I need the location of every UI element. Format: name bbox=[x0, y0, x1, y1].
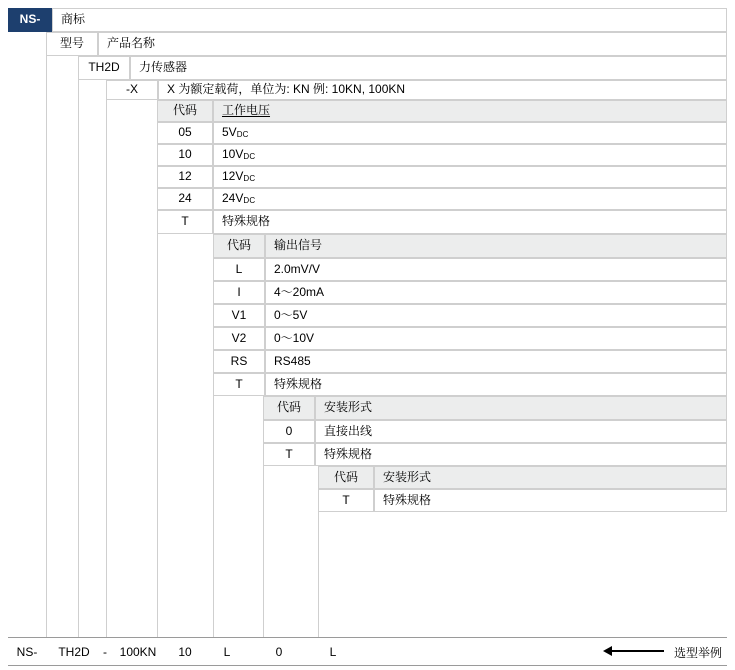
voltage-row-code: 24 bbox=[157, 188, 213, 210]
output-row-code: V2 bbox=[213, 327, 265, 350]
install2-row-label: 特殊规格 bbox=[374, 489, 727, 512]
voltage-row-sub: DC bbox=[243, 195, 256, 205]
voltage-row-label-text: 5V bbox=[222, 125, 237, 140]
example-value-output: L bbox=[223, 645, 231, 659]
install-header-label: 安装形式 bbox=[315, 396, 727, 420]
install-row-code: T bbox=[263, 443, 315, 466]
example-value-voltage: 10 bbox=[178, 645, 192, 659]
voltage-row-label bbox=[213, 210, 727, 234]
connector-line-2 bbox=[78, 56, 79, 637]
output-row-code: V1 bbox=[213, 304, 265, 327]
connector-line-3 bbox=[106, 80, 107, 637]
install-row-label: 特殊规格 bbox=[315, 443, 727, 466]
series-code-cell: TH2D bbox=[78, 56, 130, 80]
connector-line-1 bbox=[46, 32, 47, 637]
voltage-row-sub: DC bbox=[243, 173, 256, 183]
voltage-row-label bbox=[213, 188, 727, 210]
example-value-dash: - bbox=[103, 645, 107, 659]
voltage-row-code: 10 bbox=[157, 144, 213, 166]
brand-label-cell: 商标 bbox=[52, 8, 727, 32]
voltage-row-code: 05 bbox=[157, 122, 213, 144]
voltage-row-label-text: 12V bbox=[222, 169, 244, 184]
example-bottom-rule bbox=[8, 665, 727, 666]
arrow-line-icon bbox=[612, 650, 664, 652]
voltage-row-label-text: 特殊规格 bbox=[222, 214, 271, 229]
install-row-code: 0 bbox=[263, 420, 315, 443]
voltage-row-label bbox=[213, 122, 727, 144]
voltage-row-sub: DC bbox=[236, 129, 249, 139]
output-row-code: RS bbox=[213, 350, 265, 373]
capacity-code-cell: -X bbox=[106, 80, 158, 100]
output-row-label: 4～20mA bbox=[265, 281, 727, 304]
output-row-label: 特殊规格 bbox=[265, 373, 727, 396]
arrow-head-icon bbox=[603, 646, 612, 656]
voltage-header-label bbox=[213, 100, 727, 122]
voltage-row-code: 12 bbox=[157, 166, 213, 188]
output-row-label: 2.0mV/V bbox=[265, 258, 727, 281]
voltage-row-sub: DC bbox=[243, 151, 256, 161]
voltage-row-label bbox=[213, 166, 727, 188]
example-value-install: 0 bbox=[275, 645, 283, 659]
output-row-label: RS485 bbox=[265, 350, 727, 373]
model-label-cell: 产品名称 bbox=[98, 32, 727, 56]
example-top-rule bbox=[8, 637, 727, 638]
example-value-install2: L bbox=[329, 645, 337, 659]
voltage-row-label bbox=[213, 144, 727, 166]
install-header-code: 代码 bbox=[263, 396, 315, 420]
example-value-brand: NS- bbox=[16, 645, 38, 659]
example-value-capacity: 100KN bbox=[119, 645, 157, 659]
output-header-label: 输出信号 bbox=[265, 234, 727, 258]
output-row-code: I bbox=[213, 281, 265, 304]
install2-header-code: 代码 bbox=[318, 466, 374, 489]
voltage-header-code: 代码 bbox=[157, 100, 213, 122]
brand-code-cell: NS- bbox=[8, 8, 52, 32]
output-row-label: 0～5V bbox=[265, 304, 727, 327]
example-label: 选型举例 bbox=[674, 646, 723, 660]
voltage-header-label-text: 工作电压 bbox=[222, 103, 271, 118]
output-header-code: 代码 bbox=[213, 234, 265, 258]
install-row-label: 直接出线 bbox=[315, 420, 727, 443]
voltage-row-label-text: 10V bbox=[222, 147, 244, 162]
capacity-label-cell: X 为额定载荷，单位为: KN 例: 10KN, 100KN bbox=[158, 80, 727, 100]
output-row-label: 0～10V bbox=[265, 327, 727, 350]
output-row-code: L bbox=[213, 258, 265, 281]
install2-row-code: T bbox=[318, 489, 374, 512]
voltage-row-label-text: 24V bbox=[222, 191, 244, 206]
model-code-cell: 型号 bbox=[46, 32, 98, 56]
voltage-row-code: T bbox=[157, 210, 213, 234]
output-row-code: T bbox=[213, 373, 265, 396]
series-label-cell: 力传感器 bbox=[130, 56, 727, 80]
example-arrow-icon bbox=[603, 646, 664, 656]
install2-header-label: 安装形式 bbox=[374, 466, 727, 489]
example-value-series: TH2D bbox=[58, 645, 90, 659]
